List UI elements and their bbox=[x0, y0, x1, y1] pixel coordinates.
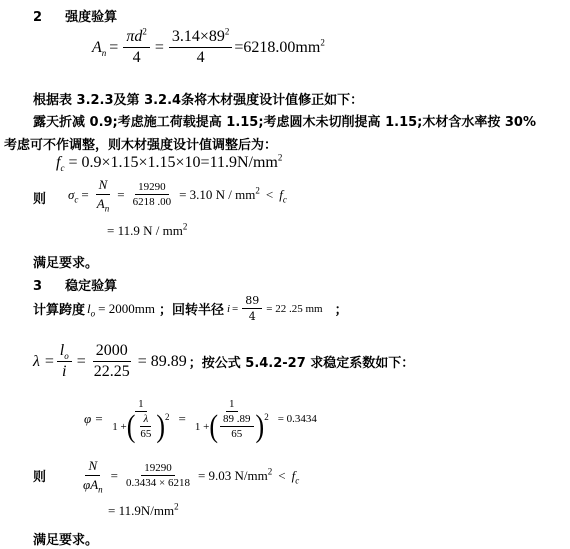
lambda-formula: λ = $\frac{l_o}{i}$ = $\frac{2000}{22.25}$ = 89.89 ；按公式 5.4.2-27 求稳定系数如下： bbox=[33, 342, 415, 380]
stab-formula: $\frac{N}{\varphi A_n}$ = $\frac{19290}{0.3434 \times 6218}$ = 9.03 $N/mm^2$ < $f_c$ bbox=[83, 458, 300, 495]
fc-formula: $f_c = 0.9\times 1.15\times 1.15\times 10=11.9N/mm^2$ bbox=[56, 152, 283, 174]
area-frac2: $\frac{3.14\times 89^2}{4}$ bbox=[169, 28, 233, 67]
stress-formula: $\sigma_c$ = $\frac{N}{A_n}$ = $\frac{19290}{6218 .00}$ = 3.10 N / $mm^2$ < $f_c$ bbox=[68, 177, 287, 214]
para-adjustments: 露天折减 0.9;考虑施工荷载提高 1.15;考虑圆木未切削提高 1.15;木材含水率按 30% bbox=[33, 115, 536, 130]
para-adjusted: 考虑可不作调整，则木材强度设计值调整后为： bbox=[4, 138, 278, 153]
section2-title: 强度验算 bbox=[65, 10, 118, 25]
section3-title: 稳定验算 bbox=[65, 279, 118, 294]
area-lhs: $A_n$ bbox=[92, 38, 107, 58]
stress-ze: 则 bbox=[33, 192, 47, 207]
section3-heading bbox=[33, 275, 117, 294]
area-frac1: $\frac{\pi d^2}{4}$ bbox=[123, 28, 150, 67]
stab-ze: 则 bbox=[33, 470, 47, 485]
area-formula: $A_n$ = $\frac{\pi d^2}{4}$ = $\frac{3.14\times 89^2}{4}$ $=6218.00mm^2$ bbox=[92, 26, 325, 66]
stab-line2: = $11.9N/mm^2$ bbox=[108, 501, 179, 518]
section2-ok: 满足要求。 bbox=[33, 256, 99, 271]
phi-formula: φ = 1 1 + ( $\frac{\lambda}{65}$ ) 2 = 1 1 + ( $\frac{89 .89}{65}$ ) 2 = 0.3434 bbox=[84, 398, 317, 444]
section2-number: 2 bbox=[33, 10, 43, 25]
span-line: 计算跨度 $l_o$ = 2000mm ；回转半径 i = $\frac{89}{4}$ = 22 .25 mm ； bbox=[33, 294, 348, 323]
section3-ok: 满足要求。 bbox=[33, 533, 99, 548]
section3-number: 3 bbox=[33, 279, 43, 294]
para-table-ref: 根据表 3.2.3及第 3.2.4条将木材强度设计值修正如下： bbox=[33, 93, 364, 108]
area-result: $=6218.00mm^2$ bbox=[234, 37, 325, 56]
section2-heading bbox=[33, 6, 117, 25]
stress-line2: = 11.9 N / $mm^2$ bbox=[107, 221, 188, 238]
